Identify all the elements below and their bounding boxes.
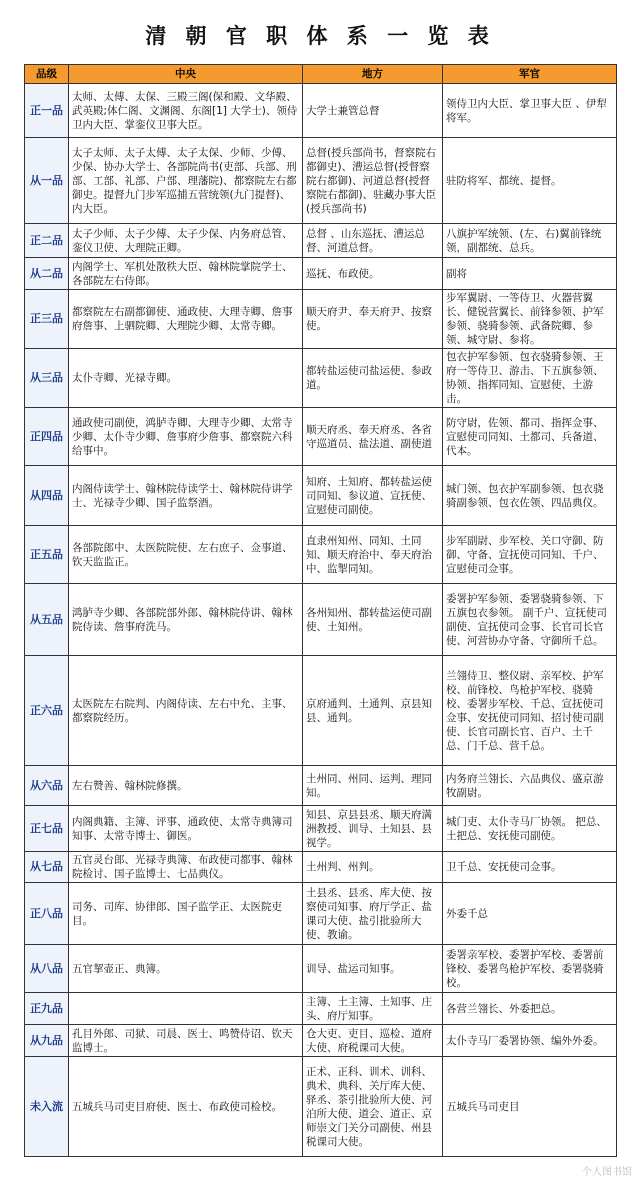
- local-cell: 大学士兼管总督: [303, 84, 443, 138]
- rank-cell: 从四品: [25, 466, 69, 526]
- table-row: [25, 1057, 617, 1157]
- local-cell: 各州知州、都转盐运使司副使、土知州。: [303, 584, 443, 656]
- table-row: [25, 408, 617, 466]
- central-cell: 太子太师、太子太傅、太子太保、少师、少傅、少保、协办大学士、各部院尚书(吏部、兵部、刑部、工部、礼部、户部、理藩院)、都察院左右都御史。提督九门步军巡捕五营统领(九门提督)、内大臣。: [69, 138, 303, 224]
- table-row: [25, 290, 617, 349]
- military-cell: 太仆寺马厂委署协领、编外外委。: [443, 1025, 617, 1057]
- rank-cell: 正八品: [25, 883, 69, 945]
- central-cell: 五官挈壶正、典簿。: [69, 945, 303, 993]
- local-cell: 都转盐运使司盐运使、参政道。: [303, 349, 443, 408]
- rank-cell: 从一品: [25, 138, 69, 224]
- military-cell: 八旗护军统领、(左、右)翼前锋统领，副都统、总兵。: [443, 224, 617, 258]
- rank-cell: 从八品: [25, 945, 69, 993]
- watermark: 个人图书馆: [582, 1167, 632, 1178]
- local-cell: 总督(授兵部尚书，督察院右都御史)、漕运总督(授督察院右都御)、河道总督(授督察院右都御)、驻藏办事大臣(授兵部尚书): [303, 138, 443, 224]
- table-row: [25, 766, 617, 806]
- rank-cell: 正一品: [25, 84, 69, 138]
- table-row: [25, 349, 617, 408]
- rank-cell: 从五品: [25, 584, 69, 656]
- local-cell: 土州同、州同、运判、理同知。: [303, 766, 443, 806]
- central-cell: 司务、司库、协律郎、国子监学正、太医院吏目。: [69, 883, 303, 945]
- rank-cell: 正三品: [25, 290, 69, 349]
- military-cell: 内务府兰翎长、六品典仪、盛京游牧副尉。: [443, 766, 617, 806]
- rank-cell: 正四品: [25, 408, 69, 466]
- header-local: 地方: [303, 65, 443, 84]
- central-cell: 左右赞善、翰林院修撰。: [69, 766, 303, 806]
- central-cell: 内阁学士、军机处散秩大臣、翰林院掌院学士、各部院左右侍郎。: [69, 258, 303, 290]
- military-cell: 包衣护军参领、包衣骁骑参领、王府一等侍卫、游击、下五旗参领、协领、指挥同知、宣慰使、土游击。: [443, 349, 617, 408]
- table-row: [25, 852, 617, 883]
- header-central: 中央: [69, 65, 303, 84]
- local-cell: 主簿、土主簿、土知事、庄头、府厅知事。: [303, 993, 443, 1025]
- table-row: [25, 224, 617, 258]
- rank-cell: 正七品: [25, 806, 69, 852]
- table-row: [25, 526, 617, 584]
- table-row: [25, 806, 617, 852]
- central-cell: 内阁侍读学士、翰林院侍读学士、翰林院侍讲学士、光禄寺少卿、国子监祭酒。: [69, 466, 303, 526]
- military-cell: 外委千总: [443, 883, 617, 945]
- local-cell: 土县丞、县丞、库大使、按察使司知事、府厅学正、盐课司大使、盐引批验所大使、教谕。: [303, 883, 443, 945]
- header-military: 军官: [443, 65, 617, 84]
- table-row: [25, 84, 617, 138]
- military-cell: 城门吏、太仆寺马厂协领。 把总、土把总、安抚使司副使。: [443, 806, 617, 852]
- local-cell: 总督 、山东巡抚、漕运总督、河道总督。: [303, 224, 443, 258]
- central-cell: [69, 993, 303, 1025]
- header-rank: 品级: [25, 65, 69, 84]
- table-row: [25, 883, 617, 945]
- military-cell: 步军副尉、步军校、关口守御、防御、守备、宣抚使司同知、千户、宣慰使司佥事。: [443, 526, 617, 584]
- local-cell: 仓大吏、吏目、巡检、道府大使、府税课司大使。: [303, 1025, 443, 1057]
- military-cell: 委署亲军校、委署护军校、委署前锋校、委署鸟枪护军校、委署骁骑校。: [443, 945, 617, 993]
- central-cell: 太师、太傅、太保、三殿三阁(保和殿、文华殿、武英殿;体仁阁、文渊阁、东阁[1] 大学士)、领侍卫内大臣、掌銮仪卫事大臣。: [69, 84, 303, 138]
- central-cell: 孔目外郎、司狱、司晨、医士、鸣赞侍诏、钦天监博士。: [69, 1025, 303, 1057]
- rank-cell: 从二品: [25, 258, 69, 290]
- military-cell: 副将: [443, 258, 617, 290]
- table-row: [25, 466, 617, 526]
- local-cell: 京府通判、土通判、京县知县、通判。: [303, 656, 443, 766]
- table-header-row: [25, 65, 617, 84]
- local-cell: 巡抚、布政使。: [303, 258, 443, 290]
- local-cell: 顺天府尹、奉天府尹、按察使。: [303, 290, 443, 349]
- military-cell: 防守尉，佐领、都司、指挥佥事、宣慰使司同知、土都司、兵备道、代本。: [443, 408, 617, 466]
- rank-cell: 从六品: [25, 766, 69, 806]
- table-row: [25, 945, 617, 993]
- central-cell: 鸿胪寺少卿、各部院部外郎、翰林院侍讲、翰林院侍读、詹事府洗马。: [69, 584, 303, 656]
- ranks-table: [24, 64, 617, 1157]
- table-row: [25, 656, 617, 766]
- military-cell: 步军翼尉、一等侍卫、火器营翼长、健锐营翼长、前锋参领、护军参领、骁骑参领、武备院卿、参领、城守尉、参将。: [443, 290, 617, 349]
- central-cell: 各部院郎中、太医院院使、左右庶子、佥事道、钦天监监正。: [69, 526, 303, 584]
- table-row: [25, 993, 617, 1025]
- central-cell: 都察院左右副都御使、通政使、大理寺卿、詹事府詹事、上驷院卿、大理院少卿、太常寺卿。: [69, 290, 303, 349]
- military-cell: 卫千总、安抚使司佥事。: [443, 852, 617, 883]
- local-cell: 知府、土知府、都转盐运使司同知、参议道、宣抚使、宣慰使司副使。: [303, 466, 443, 526]
- local-cell: 训导、盐运司知事。: [303, 945, 443, 993]
- central-cell: 太仆寺卿、光禄寺卿。: [69, 349, 303, 408]
- rank-cell: 正九品: [25, 993, 69, 1025]
- page-title: 清 朝 官 职 体 系 一 览 表: [145, 24, 495, 48]
- rank-cell: 正二品: [25, 224, 69, 258]
- local-cell: 正术、正科、训术、训科、典术、典科、关厅库大使、驿丞、茶引批验所大使、河泊所大使、道会、道正、京师崇文门关分司副使、州县税课司大使。: [303, 1057, 443, 1157]
- local-cell: 直隶州知州、同知、土同知、顺天府治中、奉天府治中、监掣同知。: [303, 526, 443, 584]
- military-cell: 领侍卫内大臣、掌卫事大臣 、伊犁将军。: [443, 84, 617, 138]
- rank-cell: 正六品: [25, 656, 69, 766]
- rank-cell: 从三品: [25, 349, 69, 408]
- table-row: [25, 1025, 617, 1057]
- military-cell: 委署护军参领、委署骁骑参领、下五旗包衣参领。 副千户、宣抚使司副使、宣抚使司佥事、长官司长官使、河营协办守备、守御所千总。: [443, 584, 617, 656]
- central-cell: 五官灵台郎、光禄寺典簿、布政使司都事、翰林院检讨、国子监博士、七品典仪。: [69, 852, 303, 883]
- military-cell: 城门领、包衣护军副参领、包衣骁骑副参领、包衣佐领、四品典仪。: [443, 466, 617, 526]
- table-row: [25, 258, 617, 290]
- military-cell: 兰翎侍卫、整仪尉、亲军校、护军校、前锋校、鸟枪护军校、骁骑校、委署步军校、千总、宣抚使司佥事、安抚使司同知、招讨使司副使、长官司副长官、百户、土千总、门千总、营千总。: [443, 656, 617, 766]
- central-cell: 五城兵马司吏目府使、医士、布政使司检校。: [69, 1057, 303, 1157]
- rank-cell: 未入流: [25, 1057, 69, 1157]
- rank-cell: 从九品: [25, 1025, 69, 1057]
- local-cell: 土州判、州判。: [303, 852, 443, 883]
- central-cell: 太医院左右院判、内阁侍读、左右中允、主事、都察院经历。: [69, 656, 303, 766]
- rank-cell: 正五品: [25, 526, 69, 584]
- rank-cell: 从七品: [25, 852, 69, 883]
- table-row: [25, 138, 617, 224]
- central-cell: 内阁典籍、主簿、评事、通政使、太常寺典簿司知事、太常寺博士、御医。: [69, 806, 303, 852]
- central-cell: 太子少师、太子少傅、太子少保、内务府总管、銮仪卫使、大理院正卿。: [69, 224, 303, 258]
- table-row: [25, 584, 617, 656]
- local-cell: 知县、京县县丞、顺天府满洲教授、训导、土知县、县视学。: [303, 806, 443, 852]
- local-cell: 顺天府丞、奉天府丞、各省守巡道员、盐法道、副使道: [303, 408, 443, 466]
- central-cell: 通政使司副使，鸿胪寺卿、大理寺少卿、太常寺少卿、太仆寺少卿、詹事府少詹事、都察院六科给事中。: [69, 408, 303, 466]
- military-cell: 驻防将军、都统、提督。: [443, 138, 617, 224]
- military-cell: 各营兰翎长、外委把总。: [443, 993, 617, 1025]
- military-cell: 五城兵马司吏目: [443, 1057, 617, 1157]
